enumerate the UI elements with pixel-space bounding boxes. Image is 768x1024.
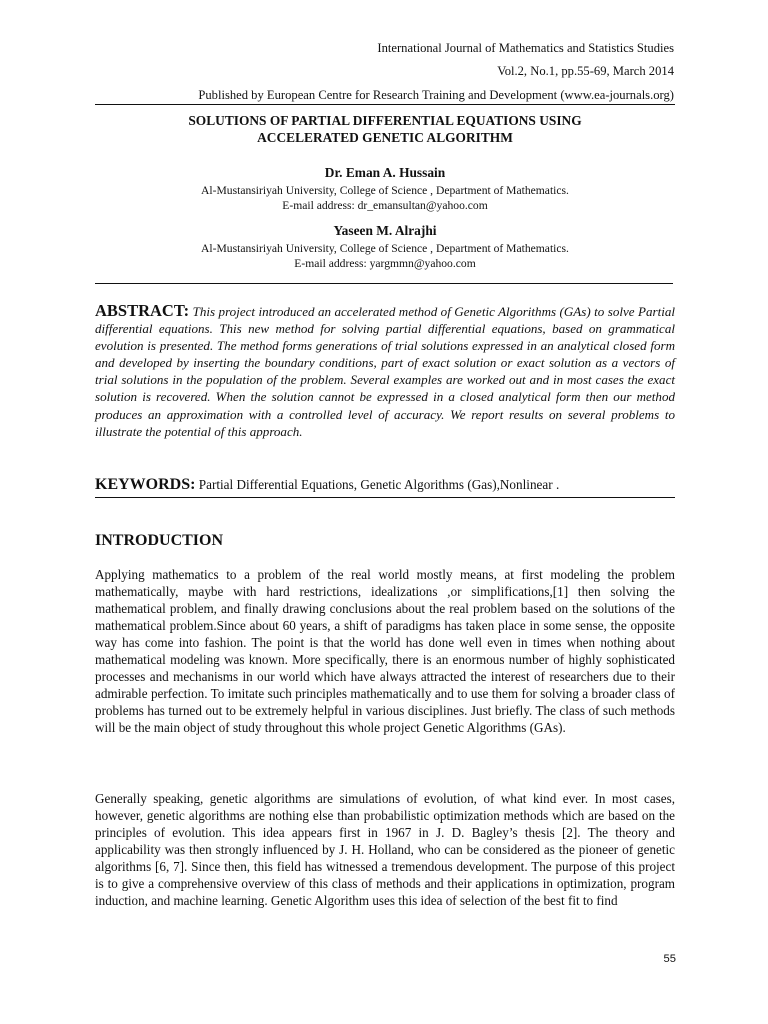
introduction-paragraph-2: Generally speaking, genetic algorithms are simulations of evolution, of what kind ever. In most cases, however, genetic algorithms are nothing else than probabilistic optimization methods which are based on the principles of evolution. This idea appears first in 1967 in J. D. Bagley’s thesis [2]. The theory and applicability was then strongly influenced by J. H. Holland, who can be considered as the pioneer of genetic algorithms [6, 7]. Since then, this field has witnessed a tremendous development. The purpose of this project is to give a comprehensive overview of this class of methods and their applications in optimization, program induction, and machine learning. Genetic Algorithm uses this idea of selection of the best fit to find xyxy=(95,791,675,909)
page-number: 55 xyxy=(663,953,676,965)
publisher-line: Published by European Centre for Research Training and Development (www.ea-journals.org) xyxy=(198,88,674,102)
keywords-text: Partial Differential Equations, Genetic Algorithms (Gas),Nonlinear . xyxy=(198,477,560,492)
abstract-label: ABSTRACT: xyxy=(95,301,190,320)
author-affiliation: Al-Mustansiriyah University, College of Science , Department of Mathematics. xyxy=(201,184,569,197)
author-name: Dr. Eman A. Hussain xyxy=(324,165,446,180)
paper-title-line1: SOLUTIONS OF PARTIAL DIFFERENTIAL EQUATIONS USING xyxy=(188,113,582,128)
keywords-label: KEYWORDS: xyxy=(95,476,196,493)
author-affiliation: Al-Mustansiriyah University, College of Science , Department of Mathematics. xyxy=(201,242,569,255)
journal-name: International Journal of Mathematics and Statistics Studies xyxy=(377,41,674,55)
keywords-section xyxy=(95,476,675,498)
journal-volume: Vol.2, No.1, pp.55-69, March 2014 xyxy=(497,64,674,78)
author-name: Yaseen M. Alrajhi xyxy=(333,223,437,238)
introduction-paragraph-1: Applying mathematics to a problem of the real world mostly means, at first modeling the problem mathematically, maybe with hard restrictions, idealizations ,or simplifications,[1] then solving the mathematical problem, and finally drawing conclusions about the real problem based on the solutions of the mathematical problem.Since about 60 years, a shift of paradigms has taken place in some sense, the opposite way has come into fashion. The point is that the world has done well even in times when nothing about mathematical modeling was known. More specifically, there is an enormous number of highly sophisticated processes and mechanisms in our world which have always attracted the interest of researchers due to their admirable perfection. To imitate such principles mathematically and to use them for solving a broader class of problems has turned out to be extremely helpful in various disciplines. Just briefly. The class of such methods will be the main object of study throughout this whole project Genetic Algorithms (GAs). xyxy=(95,567,675,736)
abstract-text: This project introduced an accelerated method of Genetic Algorithms (GAs) to solve Partial differential equations. This new method for solving partial differential equations, based on grammatical evolution is presented. The method forms generations of trial solutions expressed in an analytical closed form and developed by inserting the boundary conditions, part of exact solution or exact solution as a vectors of trial solutions in the population of the problem. Several examples are worked out and in most cases the exact solution is recovered. When the solution cannot be expressed in a closed analytical form then our method produces an approximation with a controlled level of accuracy. We report results on several problems to illustrate the potential of this approach. xyxy=(95,304,675,439)
section-divider xyxy=(95,283,673,284)
paper-title-line2: ACCELERATED GENETIC ALGORITHM xyxy=(257,130,513,145)
author-block-1 xyxy=(95,164,675,213)
author-email: E-mail address: dr_emansultan@yahoo.com xyxy=(282,198,488,212)
author-block-2 xyxy=(95,222,675,271)
header-divider xyxy=(95,104,675,105)
author-email: E-mail address: yargmmn@yahoo.com xyxy=(294,256,476,270)
abstract-section xyxy=(95,302,675,440)
paper-title xyxy=(95,112,675,146)
introduction-heading: INTRODUCTION xyxy=(95,532,224,549)
